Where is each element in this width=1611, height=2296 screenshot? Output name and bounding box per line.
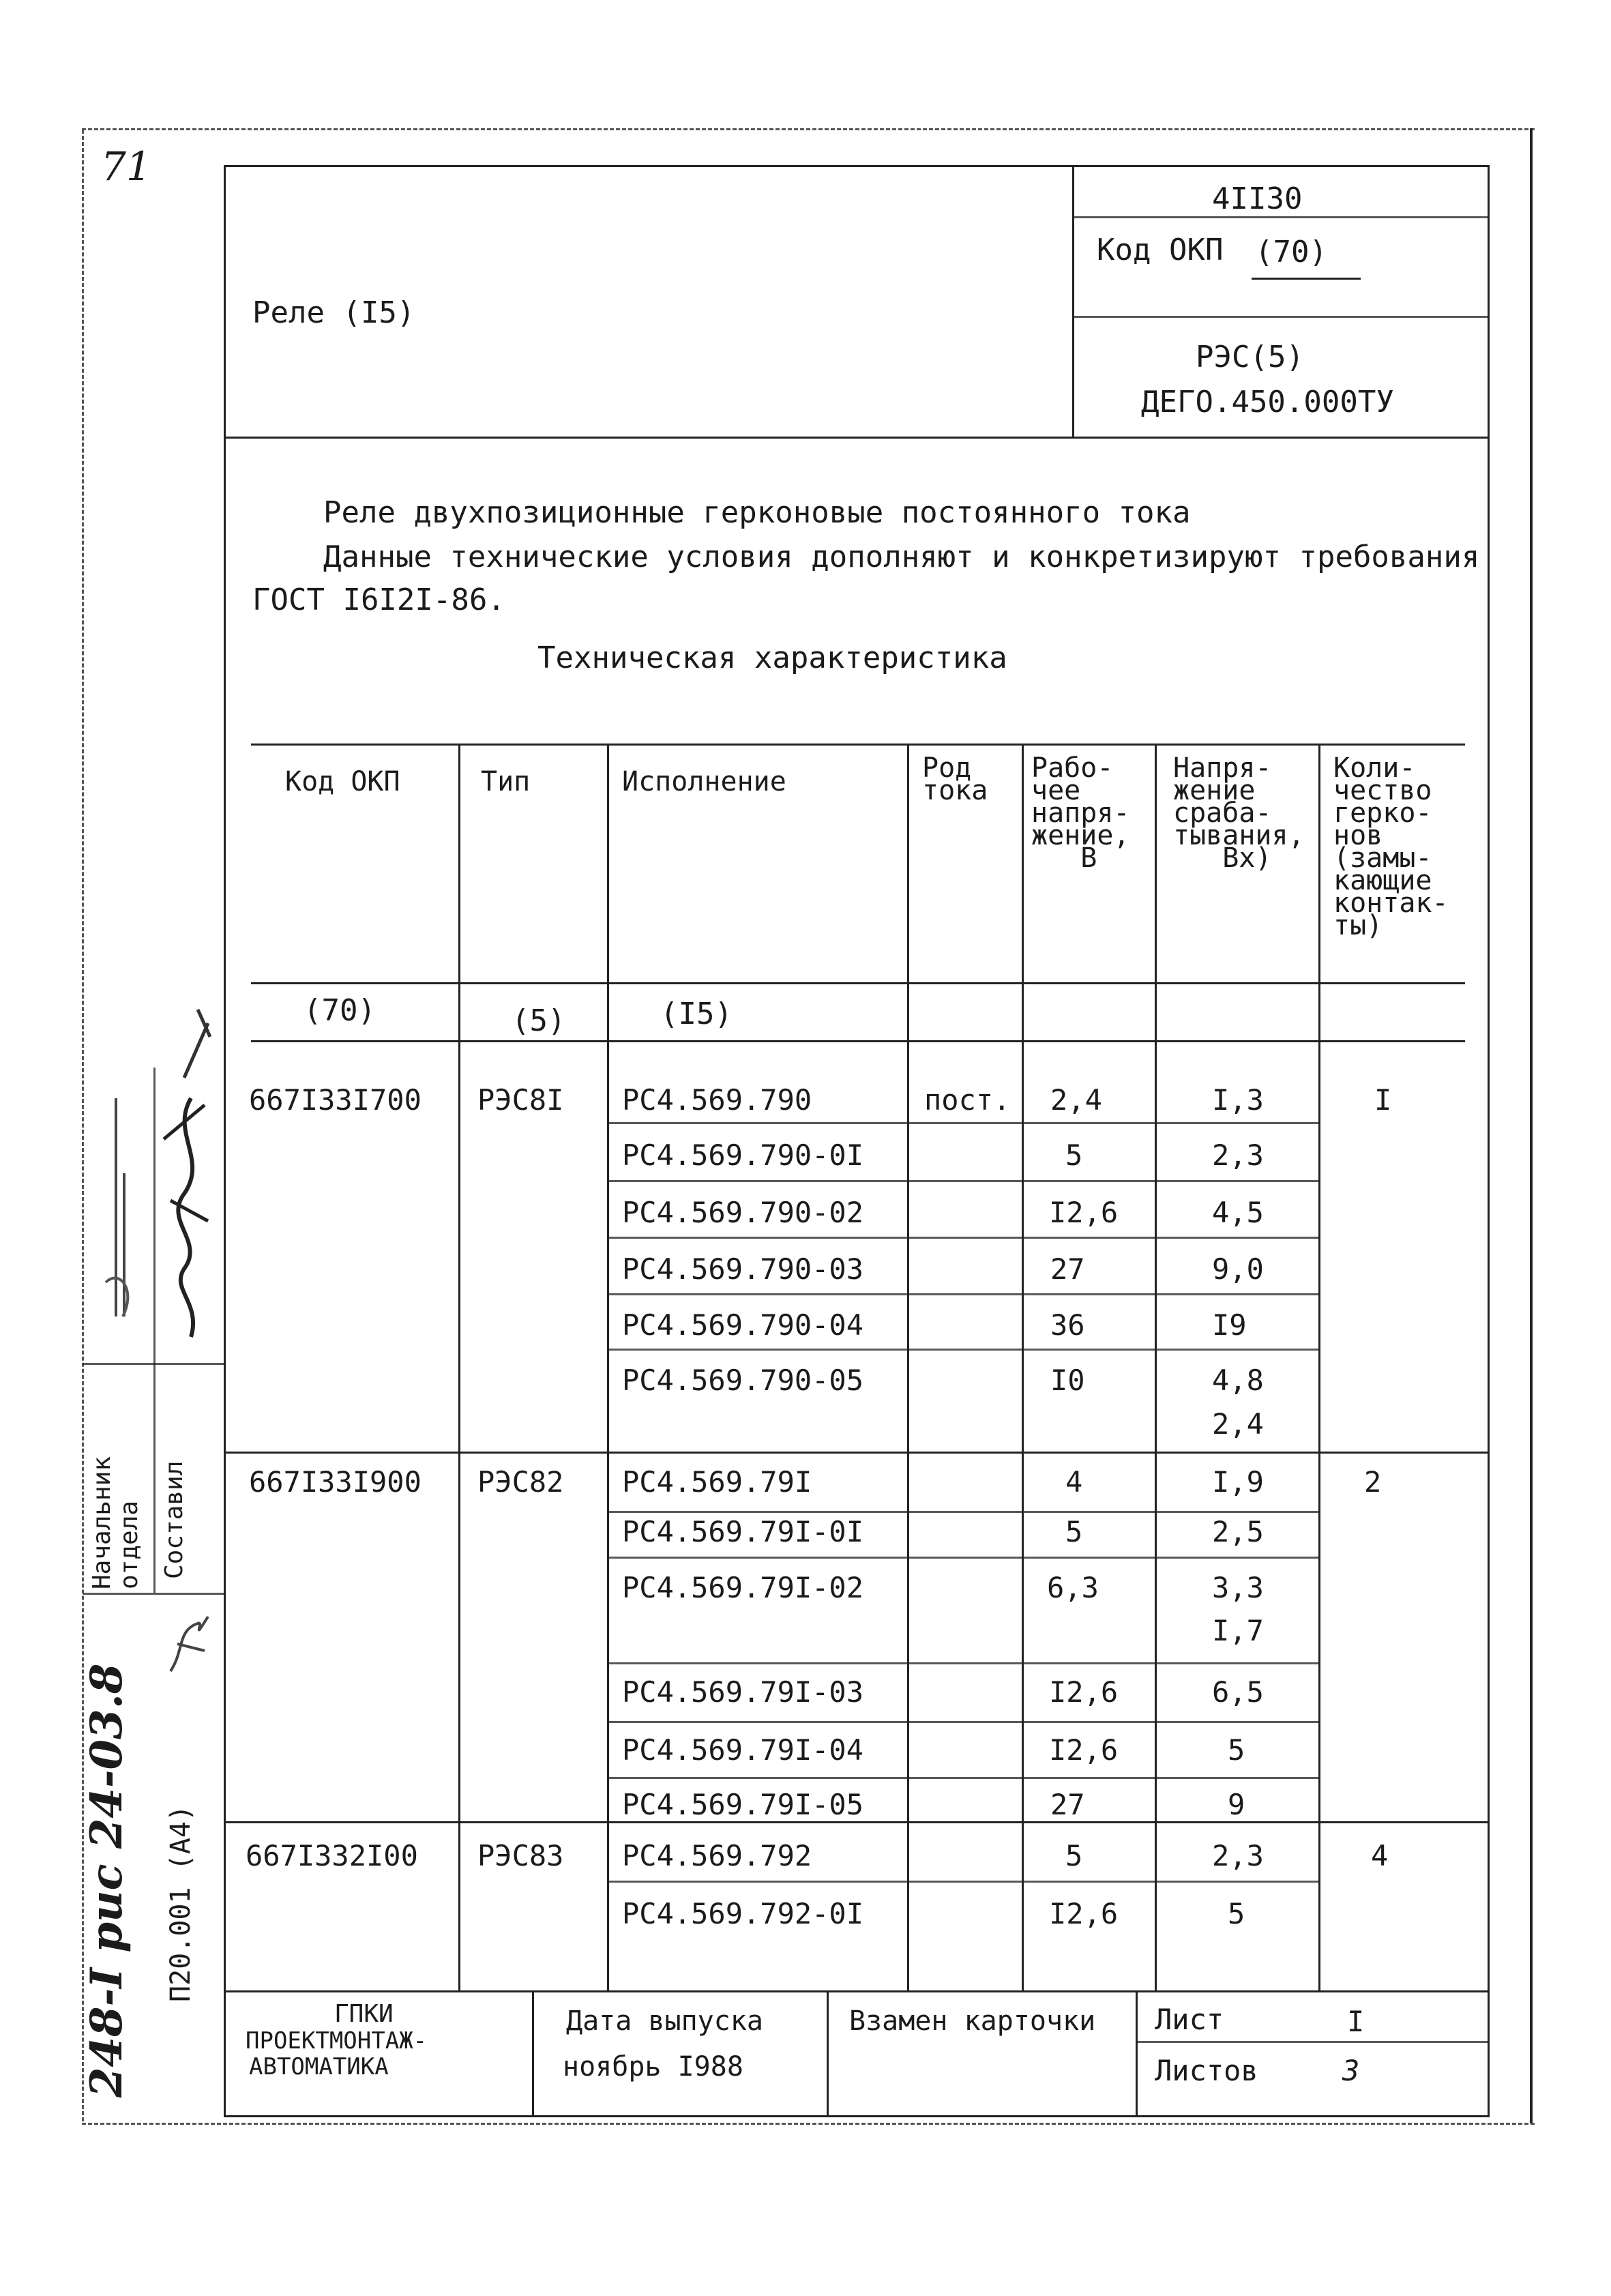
table-cell-operate: 2,3 (1212, 1839, 1264, 1872)
outer-border-right (1530, 128, 1533, 2123)
sheet-value: I (1347, 2005, 1365, 2038)
table-row-contacts: I (1374, 1083, 1392, 1117)
page-number: 71 (101, 143, 151, 190)
code-type: (5) (512, 1003, 566, 1038)
table-cell-variant: РС4.569.792-0I (622, 1897, 864, 1930)
inventory-number: 248-I рис 24-03.8 (81, 1663, 132, 2098)
okp-label: Код ОКП (1097, 233, 1224, 267)
table-cell-variant: РС4.569.790 (622, 1083, 812, 1117)
release-value: ноябрь I988 (563, 2051, 743, 2082)
table-cell-variant: РС4.569.79I (622, 1465, 812, 1499)
table-cell-operate: 9,0 (1212, 1252, 1264, 1286)
col-line-3 (907, 744, 909, 1992)
table-cell-variant: РС4.569.79I-05 (622, 1788, 864, 1821)
table-cell-operate: 2,5 (1212, 1515, 1264, 1548)
table-cell-variant: РС4.569.790-0I (622, 1138, 864, 1172)
table-cell-operate: I,3 (1212, 1083, 1264, 1117)
signature-mark (89, 996, 225, 1378)
table-cell-voltage: 27 (1050, 1252, 1085, 1286)
release-label: Дата выпуска (566, 2005, 763, 2037)
table-cell-variant: РС4.569.790-02 (622, 1196, 864, 1229)
section-title: Техническая характеристика (537, 641, 1007, 675)
head-of-dept-label: Начальник отдела (88, 1456, 143, 1589)
col-header-type: Тип (481, 766, 531, 797)
col-line-2 (607, 744, 609, 1992)
table-top (251, 744, 1465, 746)
frame-right (1488, 165, 1490, 2117)
table-cell-operate: 4,8 (1212, 1364, 1264, 1397)
table-cell-operate: 4,5 (1212, 1196, 1264, 1229)
col-line-1 (458, 744, 460, 1992)
table-cell-voltage: 4 (1065, 1465, 1083, 1499)
table-cell-operate: I,9 (1212, 1465, 1264, 1499)
table-row-current: пост. (924, 1083, 1011, 1117)
table-row-okp: 667I33I900 (249, 1465, 422, 1499)
table-cell-variant: РС4.569.790-04 (622, 1308, 864, 1342)
footer-top (224, 1990, 1490, 1992)
intro-line-3: ГОСТ I6I2I-86. (252, 583, 505, 617)
table-cell-variant: РС4.569.79I-02 (622, 1571, 864, 1604)
product-title: Реле (I5) (252, 295, 415, 330)
org-line-3: АВТОМАТИКА (249, 2053, 389, 2080)
col-header-variant: Исполнение (622, 766, 786, 797)
outer-border-bottom (82, 2123, 1535, 2125)
header-bottom-line (224, 437, 1489, 439)
table-cell-operate: 9 (1228, 1788, 1245, 1821)
table-cell-operate: I9 (1212, 1308, 1247, 1342)
table-cell-voltage: I2,6 (1049, 1675, 1119, 1709)
code-row-bottom (251, 1040, 1465, 1042)
frame-bottom (224, 2115, 1490, 2117)
table-cell-voltage: I0 (1050, 1364, 1085, 1397)
table-cell-voltage: 6,3 (1047, 1571, 1099, 1604)
code-okp: (70) (304, 993, 376, 1028)
table-cell-voltage: I2,6 (1049, 1733, 1119, 1767)
table-cell-variant: РС4.569.79I-04 (622, 1733, 864, 1767)
table-row-contacts: 4 (1371, 1839, 1389, 1872)
col-header-okp: Код ОКП (285, 766, 400, 797)
table-row-okp: 667I332I00 (246, 1839, 418, 1872)
intro-line-2: Данные технические условия дополняют и конкретизируют требования (323, 540, 1480, 574)
table-cell-operate: 2,3 (1212, 1138, 1264, 1172)
table-cell-voltage: I2,6 (1049, 1196, 1119, 1229)
table-cell-variant: РС4.569.790-05 (622, 1364, 864, 1397)
table-cell-voltage: 5 (1065, 1138, 1083, 1172)
group-code: 4II30 (1212, 181, 1303, 216)
table-cell-voltage: I2,6 (1049, 1897, 1119, 1930)
sheets-label: Листов (1155, 2054, 1258, 2087)
table-row-type: РЭС82 (477, 1465, 564, 1499)
intro-line-1: Реле двухпозиционные герконовые постоянного тока (323, 495, 1191, 530)
outer-border-top (82, 128, 1535, 130)
header-divider (1072, 165, 1074, 438)
table-cell-voltage: 5 (1065, 1839, 1083, 1872)
table-row-type: РЭС83 (477, 1839, 564, 1872)
header-row-bottom (251, 982, 1465, 984)
compiled-by-label: Составил (160, 1460, 188, 1579)
table-cell-operate: 5 (1228, 1733, 1245, 1767)
table-cell-voltage: 36 (1050, 1308, 1085, 1342)
table-cell-voltage: 27 (1050, 1788, 1085, 1821)
replaces-label: Взамен карточки (849, 2005, 1096, 2037)
okp-value: (70) (1255, 235, 1327, 269)
signature-mark (164, 1603, 218, 1685)
sheets-value: 3 (1342, 2054, 1360, 2087)
table-cell-operate: 6,5 (1212, 1675, 1264, 1709)
table-cell-variant: РС4.569.79I-0I (622, 1515, 864, 1548)
series-label: РЭС(5) (1196, 340, 1304, 374)
table-cell-voltage: 5 (1065, 1515, 1083, 1548)
code-variant: (I5) (660, 997, 733, 1031)
org-line-2: ПРОЕКТМОНТАЖ- (246, 2027, 428, 2055)
col-header-voltage: Рабо- чее напря- жение, В (1031, 752, 1130, 874)
org-line-1: ГПКИ (334, 2000, 394, 2028)
table-row-okp: 667I33I700 (249, 1083, 422, 1117)
col-line-4 (1022, 744, 1024, 1992)
col-header-operate: Напря- жение сраба- тывания, Вх) (1173, 752, 1305, 874)
col-header-current: Род тока (922, 752, 988, 806)
sheet-label: Лист (1155, 2003, 1224, 2036)
col-line-6 (1318, 744, 1320, 1992)
okp-underline (1252, 278, 1361, 280)
table-row-contacts: 2 (1364, 1465, 1382, 1499)
table-cell-variant: РС4.569.79I-03 (622, 1675, 864, 1709)
table-cell-variant: РС4.569.792 (622, 1839, 812, 1872)
table-cell-operate-extra: I,7 (1212, 1614, 1264, 1647)
format-code: П20.001 (А4) (165, 1805, 196, 2002)
table-cell-operate-extra: 2,4 (1212, 1407, 1264, 1441)
table-cell-operate: 3,3 (1212, 1571, 1264, 1604)
col-line-5 (1155, 744, 1157, 1992)
table-cell-voltage: 2,4 (1050, 1083, 1102, 1117)
frame-top (224, 165, 1489, 167)
col-header-contacts: Коли- чество герко- нов (замы- кающие контак- ты) (1333, 752, 1449, 941)
table-cell-operate: 5 (1228, 1897, 1245, 1930)
table-cell-variant: РС4.569.790-03 (622, 1252, 864, 1286)
spec-number: ДЕГО.450.000ТУ (1141, 385, 1394, 420)
table-row-type: РЭС8I (477, 1083, 564, 1117)
